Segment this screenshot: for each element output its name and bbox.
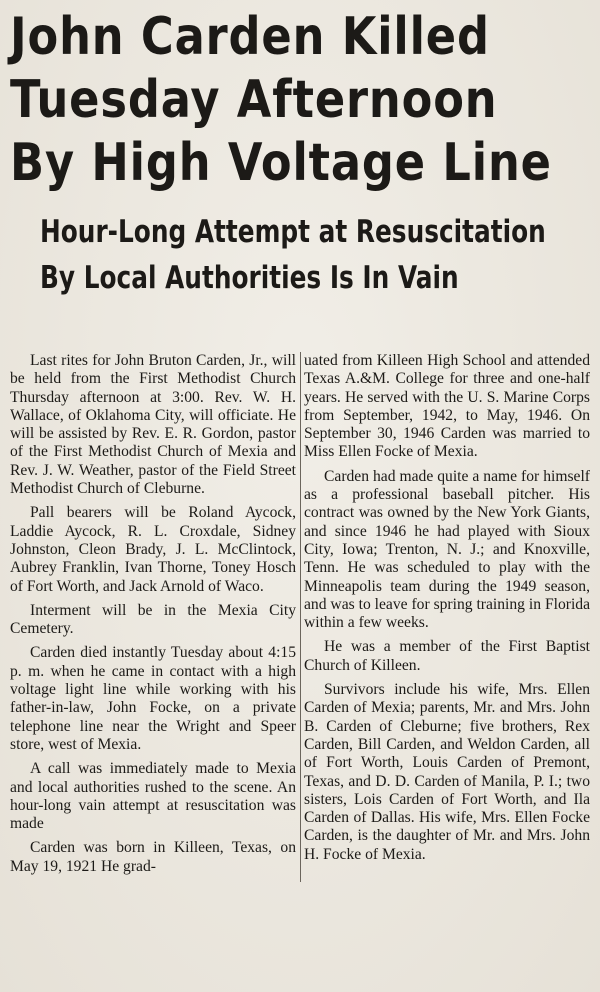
headline-line: Tuesday Afternoon	[10, 70, 498, 130]
paragraph: Carden died instantly Tuesday about 4:15 p. m. when he came in contact with a high voltage light line while working with his father-in-law, John Focke, on a private telephone line near the Wright and Speer store, west of Mexia.	[10, 644, 296, 753]
headline	[10, 6, 552, 195]
left-column	[10, 352, 296, 882]
right-column	[304, 352, 590, 882]
paragraph: Pall bearers will be Roland Aycock, Laddie Aycock, R. L. Croxdale, Sidney Johnston, Cleon Brady, J. L. McClintock, Aubrey Franklin, Ivan Thorne, Toney Hosch of Fort Worth, and Jack Arnold of Waco.	[10, 504, 296, 595]
paragraph: Last rites for John Bruton Carden, Jr., will be held from the First Methodist Church Thursday afternoon at 3:00. Rev. W. H. Wallace, of Oklahoma City, will officiate. He will be assisted by Rev. E. R. Gordon, pastor of the First Methodist Church of Mexia and Rev. J. W. Weather, pastor of the Field Street Methodist Church of Cleburne.	[10, 352, 296, 498]
paragraph: Carden was born in Killeen, Texas, on May 19, 1921 He grad-	[10, 839, 296, 875]
headline-line: John Carden Killed	[10, 7, 490, 67]
paragraph: He was a member of the First Baptist Church of Killeen.	[304, 638, 590, 674]
headline-line: By High Voltage Line	[10, 133, 552, 193]
paragraph: Interment will be in the Mexia City Cemetery.	[10, 601, 296, 638]
subheadline	[40, 209, 546, 301]
paragraph: Carden had made quite a name for himself as a professional baseball pitcher. His contract was owned by the New York Giants, and since 1946 he had played with Sioux City, Iowa; Trenton, N. J.; and Knoxville, Tenn. He was scheduled to play with the Minneapolis team during the 1949 season, and was to leave for spring training in Florida within a few weeks.	[304, 467, 590, 632]
paragraph: uated from Killeen High School and attended Texas A.&M. College for three and one-half years. He served with the U. S. Marine Corps from September, 1942, to May, 1946. On September 30, 1946 Carden was married to Miss Ellen Focke of Mexia.	[304, 352, 590, 461]
article-body	[10, 352, 590, 882]
column-divider	[300, 352, 301, 882]
subheadline-line: By Local Authorities Is In Vain	[40, 260, 459, 296]
paragraph: A call was immediately made to Mexia and local authorities rushed to the scene. An hour-long vain attempt at resuscitation was made	[10, 760, 296, 833]
paragraph: Survivors include his wife, Mrs. Ellen Carden of Mexia; parents, Mr. and Mrs. John B. Carden of Cleburne; five brothers, Rex Carden, Bill Carden, and Weldon Carden, all of Fort Worth, Louis Carden of Premont, Texas, and D. D. Carden of Manila, P. I.; two sisters, Lois Carden of Fort Worth, and Ila Carden of Dallas. His wife, Mrs. Ellen Focke Carden, is the daughter of Mr. and Mrs. John H. Focke of Mexia.	[304, 681, 590, 863]
subheadline-line: Hour-Long Attempt at Resuscitation	[40, 214, 546, 250]
